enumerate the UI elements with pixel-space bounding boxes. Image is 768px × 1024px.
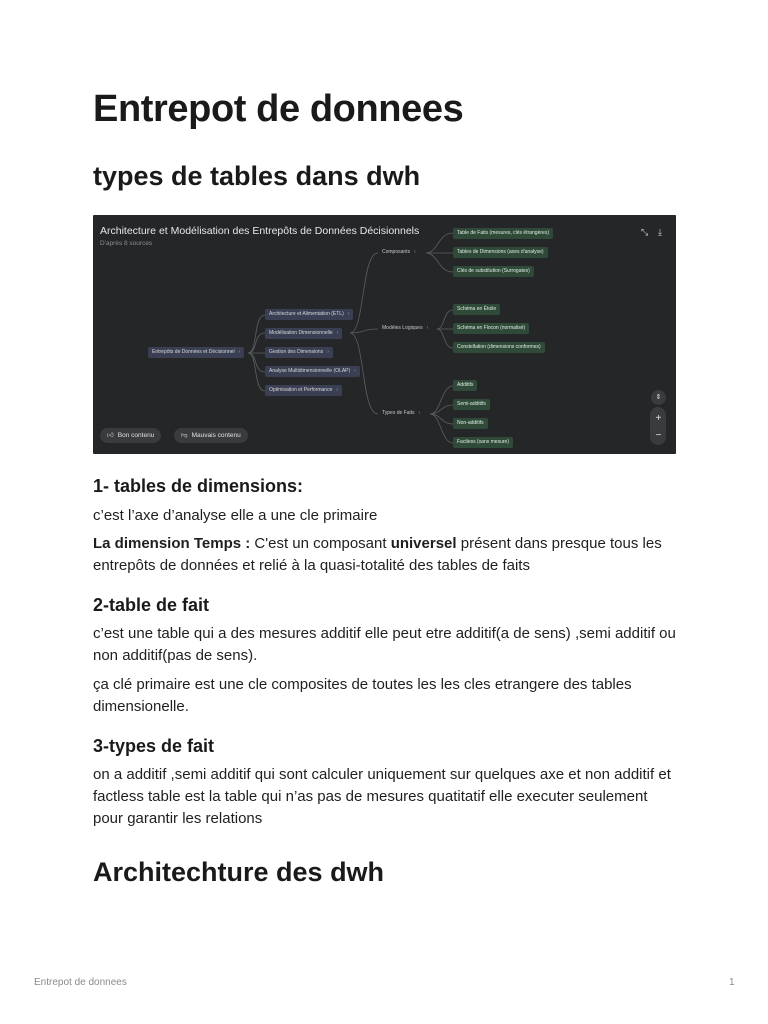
zoom-out-icon[interactable]: − bbox=[655, 430, 662, 441]
fact-table-heading: 2-table de fait bbox=[93, 595, 210, 615]
mindmap-leaf[interactable]: Schéma en Flocon (normalisé) bbox=[453, 323, 529, 334]
mindmap-group[interactable]: Modèles Logiques ‹ bbox=[382, 325, 429, 331]
mindmap-leaf[interactable]: Tables de Dimensions (axes d'analyse) bbox=[453, 247, 548, 258]
mindmap-image bbox=[93, 215, 676, 454]
mindmap-subtitle: D'après 8 sources bbox=[100, 240, 153, 247]
thumbs-down-icon: 👎︎ bbox=[181, 432, 188, 439]
footer-document-title: Entrepot de donnees bbox=[34, 977, 127, 988]
mindmap-group[interactable]: Types de Faits ‹ bbox=[382, 410, 421, 416]
section-heading-architecture: Architechture des dwh bbox=[93, 857, 385, 887]
mindmap-branch[interactable]: Gestion des Dimensions › bbox=[265, 347, 333, 358]
mindmap-leaf[interactable]: Constellation (dimensions conformes) bbox=[453, 342, 545, 353]
mindmap-leaf[interactable]: Table de Faits (mesures, clés étrangères) bbox=[453, 228, 553, 239]
mindmap-branch[interactable]: Modélisation Dimensionnelle ‹ bbox=[265, 328, 342, 339]
mindmap-leaf[interactable]: Semi-additifs bbox=[453, 399, 490, 410]
download-icon[interactable]: ⤓ bbox=[658, 227, 662, 237]
mindmap-leaf[interactable]: Additifs bbox=[453, 380, 477, 391]
mindmap-branch[interactable]: Optimisation et Performance › bbox=[265, 385, 342, 396]
bad-content-button[interactable]: 👎︎ Mauvais contenu bbox=[174, 428, 248, 443]
footer-page-number: 1 bbox=[729, 977, 735, 988]
section-heading-types: types de tables dans dwh bbox=[93, 161, 421, 191]
dimension-temps-paragraph: La dimension Temps : C'est un composant universel présent dans presque tous les entrepôts de données et relié à la quasi-totalité des tables de faits bbox=[93, 535, 662, 574]
document-body bbox=[93, 86, 677, 193]
dimensions-paragraph: c’est l’axe d’analyse elle a une cle primaire bbox=[93, 507, 378, 524]
fact-table-paragraph: c’est une table qui a des mesures additif elle peut etre additif(a de sens) ,semi additif ou non additif(pas de sens). bbox=[93, 625, 676, 664]
mindmap-root-node[interactable]: Entrepôts de Données et Décisionnel ‹ bbox=[148, 347, 244, 358]
mindmap-title: Architecture et Modélisation des Entrepôts de Données Décisionnels bbox=[100, 225, 420, 237]
mindmap-group[interactable]: Composants ‹ bbox=[382, 249, 416, 255]
mindmap-branch[interactable]: Analyse Multidimensionnelle (OLAP) › bbox=[265, 366, 360, 377]
mindmap-leaf[interactable]: Schéma en Étoile bbox=[453, 304, 500, 315]
document-sections bbox=[93, 474, 677, 889]
mindmap-leaf[interactable]: Non-additifs bbox=[453, 418, 488, 429]
document-title: Entrepot de donnees bbox=[93, 88, 464, 130]
collapse-icon[interactable]: ⤡ bbox=[641, 227, 649, 237]
fact-types-heading: 3-types de fait bbox=[93, 736, 215, 756]
good-content-button[interactable]: 👍︎ Bon contenu bbox=[100, 428, 161, 443]
zoom-in-icon[interactable]: + bbox=[655, 413, 662, 424]
dimensions-heading: 1- tables de dimensions: bbox=[93, 476, 304, 496]
mindmap-leaf[interactable]: Clés de substitution (Surrogates) bbox=[453, 266, 534, 277]
expand-icon[interactable]: ⇕ bbox=[651, 390, 666, 405]
thumbs-up-icon: 👍︎ bbox=[107, 432, 114, 439]
primary-key-paragraph: ça clé primaire est une cle composites de toutes les les cles etrangere des tables dimensionelle. bbox=[93, 676, 632, 715]
mindmap-branch[interactable]: Architecture et Alimentation (ETL) › bbox=[265, 309, 353, 320]
mindmap-leaf[interactable]: Factless (sans mesure) bbox=[453, 437, 513, 448]
fact-types-paragraph: on a additif ,semi additif qui sont calculer uniquement sur quelques axe et non additif et factless table est la table qui n’as pas de mesures quatitatif elle executer seulement pour garantir les relations bbox=[93, 766, 671, 827]
